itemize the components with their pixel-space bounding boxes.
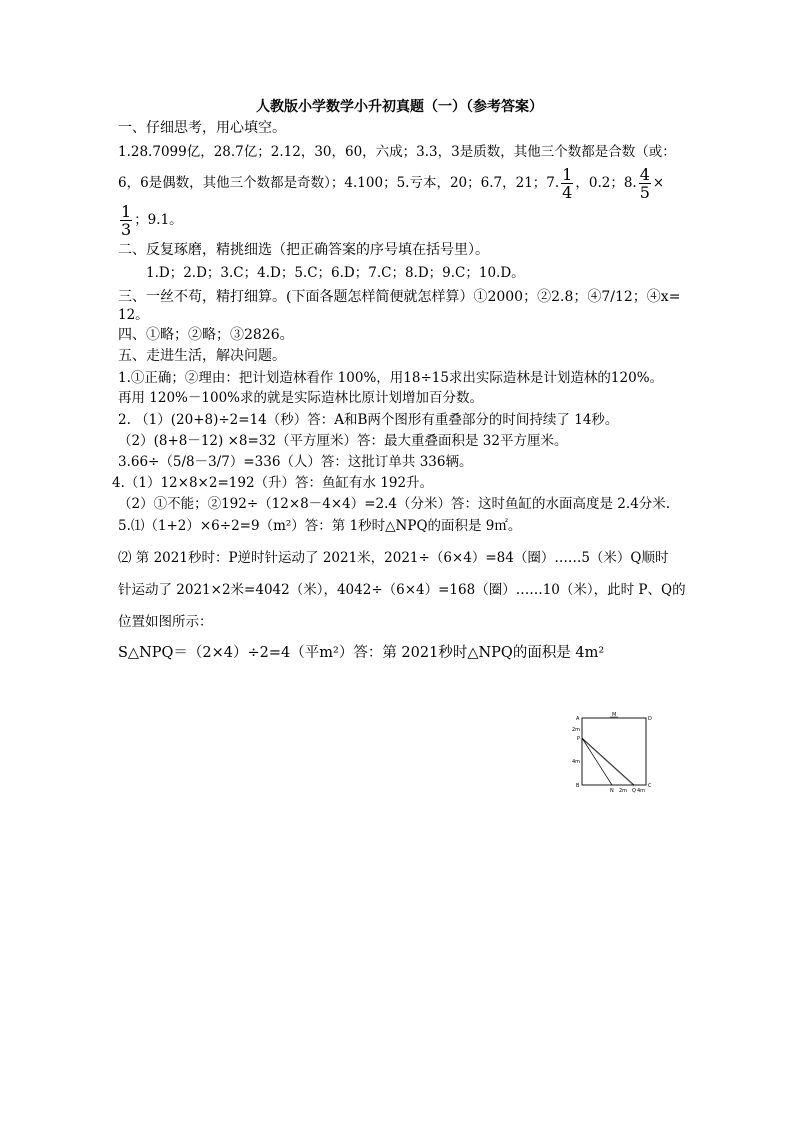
section-1-heading: 一、仔细思考，用心填空。 [118, 120, 286, 136]
label-4m-bottom: 4m [637, 788, 646, 794]
fraction-q7-denominator: 4 [562, 183, 573, 202]
square-outline [582, 718, 646, 785]
section-5-q5-line-1: 5.⑴（1+2）×6÷2=9（m²）答：第 1秒时△NPQ的面积是 9㎡。 [118, 518, 522, 534]
square-diagram [570, 710, 680, 800]
fraction-q7 [561, 166, 573, 201]
section-5-q5-line-3: 针运动了 2021×2米=4042（米），4042÷（6×4）=168（圈）……10（米），此时 P、Q的 [118, 582, 686, 598]
section-1-line-3 [118, 203, 183, 238]
label-p: P [577, 736, 581, 742]
section-5-q4-line-1: 4.（1）12×8×2=192（升）答：鱼缸有水 192升。 [112, 475, 434, 491]
section-5-q5-line-4: 位置如图所示： [118, 614, 213, 630]
fraction-q7-numerator: 1 [562, 165, 573, 184]
section-4-line: 四、①略；②略；③2826。 [118, 327, 294, 343]
section-5-q3: 3.66÷（5/8－3/7）=336（人）答：这批订单共 336辆。 [118, 454, 473, 470]
fraction-q8-multiplier-numerator: 1 [121, 202, 132, 221]
section-5-q1-line-2: 再用 120%－100%求的就是实际造林比原计划增加百分数。 [118, 390, 483, 406]
section-2-heading: 二、反复琢磨，精挑细选（把正确答案的序号填在括号里）。 [118, 242, 489, 258]
fraction-q8 [639, 166, 651, 201]
fraction-q8-numerator: 4 [639, 165, 650, 184]
fraction-q8-multiplier-denominator: 3 [121, 220, 132, 239]
label-2m-bottom: 2m [619, 788, 628, 794]
section-3-line-2: 12。 [118, 307, 149, 323]
label-b: B [576, 783, 580, 789]
label-2m-left: 2m [572, 727, 581, 733]
section-2-answers: 1.D；2.D；3.C；4.D；5.C；6.D；7.C；8.D；9.C；10.D。 [146, 265, 525, 281]
section-1-line-2a: 6，6是偶数，其他三个数都是奇数）；4.100；5.亏本，20；6.7，21；7. [118, 175, 560, 191]
label-q: Q [632, 788, 636, 794]
section-5-q5-line-5: S△NPQ＝（2×4）÷2=4（平m²）答：第 2021秒时△NPQ的面积是 4m² [118, 645, 605, 661]
section-1-line-2b: ，0.2；8. [575, 175, 637, 191]
label-d: D [648, 716, 652, 722]
fraction-q8-multiplier [120, 203, 132, 238]
section-5-heading: 五、走进生活，解决问题。 [118, 348, 286, 364]
section-1-line-2 [118, 166, 664, 201]
label-m: M [612, 712, 617, 718]
section-5-q2-line-1: 2. （1）(20+8)÷2=14（秒）答：A和B两个图形有重叠部分的时间持续了 14秒。 [118, 412, 619, 428]
label-a: A [576, 716, 580, 722]
section-5-q1-line-1: 1.①正确；②理由：把计划造林看作 100%，用18÷15求出实际造林是计划造林的120%。 [118, 370, 664, 386]
section-1-line-1: 1.28.7099亿，28.7亿；2.12，30，60，六成；3.3，3是质数，其他三个数都是合数（或： [118, 144, 676, 160]
label-n: N [610, 788, 614, 794]
fraction-q8-denominator: 5 [639, 183, 650, 202]
label-c: C [648, 783, 652, 789]
page-title: 人教版小学数学小升初真题（一）（参考答案） [256, 99, 543, 115]
section-5-q4-line-2: （2）①不能；②192÷（12×8－4×4）=2.4（分米）答：这时鱼缸的水面高度是 2.4分米. [118, 496, 671, 512]
section-5-q5-line-2: ⑵ 第 2021秒时：P逆时针运动了 2021米，2021÷（6×4）=84（圈）……5（米）Q顺时 [118, 550, 669, 566]
section-3-line-1: 三、一丝不苟，精打细算。(下面各题怎样简便就怎样算）①2000；②2.8；④7/12；④x= [118, 289, 681, 305]
section-1-line-3-text: ；9.1。 [134, 212, 183, 228]
label-4m-left: 4m [572, 759, 581, 765]
section-5-q2-line-2: （2）(8+8－12) ×8=32（平方厘米）答：最大重叠面积是 32平方厘米。 [118, 433, 568, 449]
segment-pq [582, 738, 634, 785]
section-1-line-2c: × [652, 175, 665, 191]
